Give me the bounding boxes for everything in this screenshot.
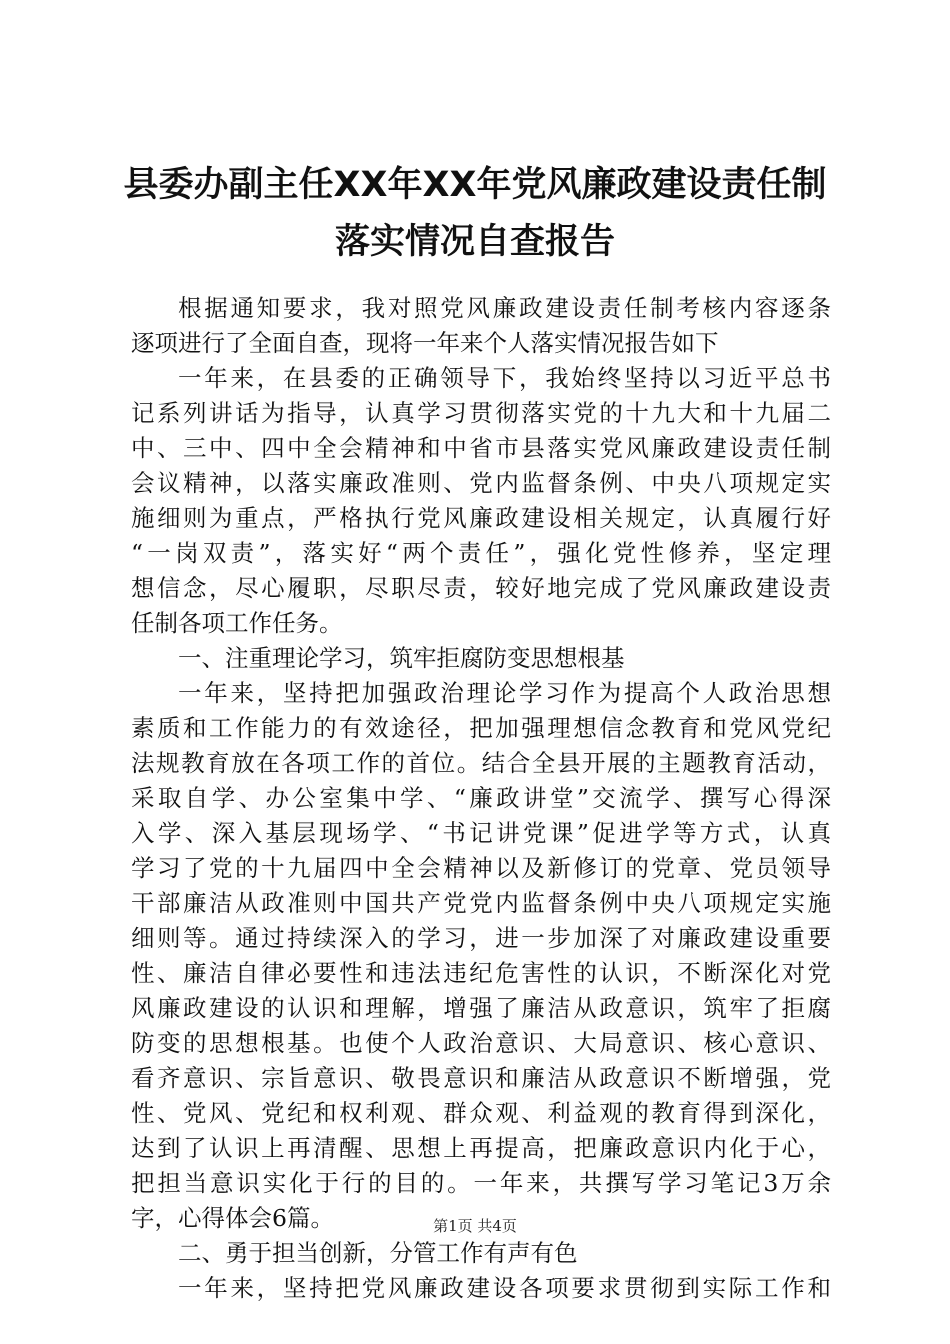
body-text-line: 采取自学、办公室集中学、“廉政讲堂”交流学、撰写心得深 — [131, 784, 831, 812]
document-title-line-2: 落实情况自查报告 — [334, 222, 615, 262]
body-text-line: 性、廉洁自律必要性和违法违纪危害性的认识，不断深化对党 — [131, 959, 831, 987]
body-text-line: 施细则为重点，严格执行党风廉政建设相关规定，认真履行好 — [131, 504, 831, 532]
document-title-line-1: 县委办副主任XX年XX年党风廉政建设责任制 — [123, 165, 827, 205]
body-text-line: 任制各项工作任务。 — [131, 609, 343, 637]
body-text-line: 二、勇于担当创新，分管工作有声有色 — [178, 1239, 578, 1267]
body-text-line: 看齐意识、宗旨意识、敬畏意识和廉洁从政意识不断增强，党 — [131, 1064, 831, 1092]
body-text-line: 入学、深入基层现场学、“书记讲党课”促进学等方式，认真 — [131, 819, 831, 847]
body-text-line: 性、党风、党纪和权利观、群众观、利益观的教育得到深化， — [131, 1099, 831, 1127]
body-text-line: 一年来，在县委的正确领导下，我始终坚持以习近平总书 — [178, 364, 831, 392]
body-text-line: 会议精神，以落实廉政准则、党内监督条例、中央八项规定实 — [131, 469, 831, 497]
body-text-line: 防变的思想根基。也使个人政治意识、大局意识、核心意识、 — [131, 1029, 831, 1057]
body-text-line: 干部廉洁从政准则中国共产党党内监督条例中央八项规定实施 — [131, 889, 831, 917]
body-text-line: 达到了认识上再清醒、思想上再提高，把廉政意识内化于心， — [131, 1134, 831, 1162]
body-text-line: 一年来，坚持把党风廉政建设各项要求贯彻到实际工作和 — [178, 1274, 831, 1302]
body-text-line: 学习了党的十九届四中全会精神以及新修订的党章、党员领导 — [131, 854, 831, 882]
body-text-line: 法规教育放在各项工作的首位。结合全县开展的主题教育活动， — [131, 749, 831, 777]
body-text-line: 把担当意识实化于行的目的。一年来，共撰写学习笔记3万余 — [131, 1169, 831, 1197]
body-text-line: 字，心得体会6篇。 — [131, 1204, 334, 1232]
body-text-line: 一、注重理论学习，筑牢拒腐防变思想根基 — [178, 644, 625, 672]
body-text-line: 根据通知要求，我对照党风廉政建设责任制考核内容逐条 — [178, 294, 831, 322]
body-text-line: 想信念，尽心履职，尽职尽责，较好地完成了党风廉政建设责 — [131, 574, 831, 602]
body-text-line: 细则等。通过持续深入的学习，进一步加深了对廉政建设重要 — [131, 924, 831, 952]
body-text-line: 记系列讲话为指导，认真学习贯彻落实党的十九大和十九届二 — [131, 399, 831, 427]
body-text-line: “一岗双责”，落实好“两个责任”，强化党性修养，坚定理 — [131, 539, 831, 567]
body-text-line: 风廉政建设的认识和理解，增强了廉洁从政意识，筑牢了拒腐 — [131, 994, 831, 1022]
document-body — [131, 291, 831, 1306]
body-text-line: 逐项进行了全面自查，现将一年来个人落实情况报告如下 — [131, 329, 719, 357]
body-text-line: 中、三中、四中全会精神和中省市县落实党风廉政建设责任制 — [131, 434, 831, 462]
body-text-line: 一年来，坚持把加强政治理论学习作为提高个人政治思想 — [178, 679, 831, 707]
page-footer: 第1页 共4页 — [433, 1217, 517, 1235]
body-text-line: 素质和工作能力的有效途径，把加强理想信念教育和党风党纪 — [131, 714, 831, 742]
